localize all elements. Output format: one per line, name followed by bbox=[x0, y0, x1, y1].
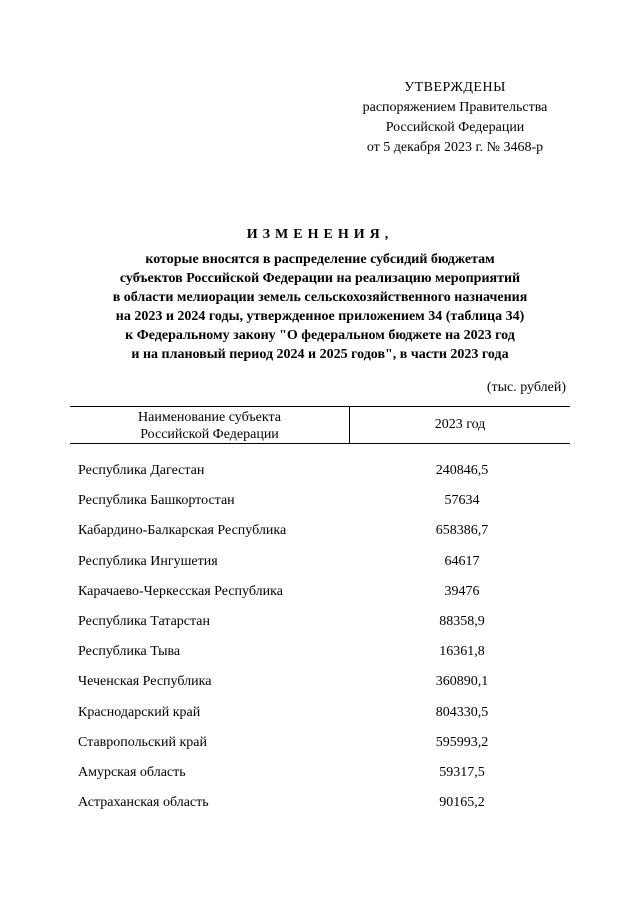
subtitle-line: субъектов Российской Федерации на реализацию мероприятий bbox=[119, 271, 521, 286]
region-name: Кабардино-Балкарская Республика bbox=[78, 523, 287, 539]
approval-stamp bbox=[340, 78, 570, 158]
table-row bbox=[70, 516, 570, 546]
header-name-line-2: Российской Федерации bbox=[140, 427, 279, 442]
subtitle-line: к Федеральному закону "О федеральном бюджете на 2023 год bbox=[125, 328, 515, 343]
region-name: Республика Дагестан bbox=[78, 463, 205, 479]
region-name: Республика Башкортостан bbox=[78, 493, 235, 509]
subtitle-line: в области мелиорации земель сельскохозяйственного назначения bbox=[112, 290, 528, 305]
table-row bbox=[70, 577, 570, 607]
table-row bbox=[70, 486, 570, 516]
region-value: 360890,1 bbox=[435, 674, 489, 690]
region-name: Республика Тыва bbox=[78, 644, 181, 660]
document-title-block bbox=[60, 226, 580, 364]
region-name: Амурская область bbox=[78, 764, 186, 780]
table-row bbox=[70, 758, 570, 788]
region-name: Республика Ингушетия bbox=[78, 553, 218, 569]
subtitle-line: на 2023 и 2024 годы, утвержденное приложением 34 (таблица 34) bbox=[115, 309, 525, 324]
approval-line-3: от 5 декабря 2023 г. № 3468-р bbox=[366, 140, 544, 155]
region-value: 88358,9 bbox=[439, 614, 485, 630]
approval-line-1: распоряжением Правительства bbox=[362, 100, 548, 115]
table-row bbox=[70, 637, 570, 667]
region-value: 595993,2 bbox=[435, 734, 489, 750]
table-row bbox=[70, 456, 570, 486]
region-name: Краснодарский край bbox=[78, 704, 201, 720]
region-name: Чеченская Республика bbox=[78, 674, 212, 690]
table-row bbox=[70, 728, 570, 758]
header-name-cell bbox=[70, 407, 350, 443]
region-value: 57634 bbox=[444, 493, 480, 509]
region-value: 240846,5 bbox=[435, 463, 489, 479]
region-value: 16361,8 bbox=[439, 644, 485, 660]
region-value: 658386,7 bbox=[435, 523, 489, 539]
document-title: ИЗМЕНЕНИЯ, bbox=[246, 227, 394, 242]
unit-label: (тыс. рублей) bbox=[486, 380, 566, 395]
approval-line-2: Российской Федерации bbox=[385, 120, 525, 135]
subtitle-line: которые вносятся в распределение субсидий бюджетам bbox=[145, 252, 495, 267]
region-name: Карачаево-Черкесская Республика bbox=[78, 583, 283, 599]
subtitle-line: и на плановый период 2024 и 2025 годов", в части 2023 года bbox=[131, 347, 509, 362]
table-row bbox=[70, 788, 570, 818]
region-value: 39476 bbox=[444, 583, 480, 599]
region-name: Астраханская область bbox=[78, 795, 209, 811]
table-body bbox=[70, 444, 570, 818]
region-value: 59317,5 bbox=[439, 764, 485, 780]
region-name: Ставропольский край bbox=[78, 734, 207, 750]
header-year-cell: 2023 год bbox=[434, 417, 486, 432]
region-value: 64617 bbox=[444, 553, 480, 569]
table-row bbox=[70, 547, 570, 577]
subsidy-table bbox=[70, 406, 570, 818]
region-value: 804330,5 bbox=[435, 704, 489, 720]
table-row bbox=[70, 698, 570, 728]
approval-heading: УТВЕРЖДЕНЫ bbox=[404, 80, 506, 95]
table-row bbox=[70, 667, 570, 697]
document-subtitle bbox=[60, 250, 580, 364]
table-header bbox=[70, 406, 570, 444]
region-name: Республика Татарстан bbox=[78, 614, 211, 630]
header-name-line-1: Наименование субъекта bbox=[138, 410, 281, 425]
table-row bbox=[70, 607, 570, 637]
region-value: 90165,2 bbox=[439, 795, 485, 811]
